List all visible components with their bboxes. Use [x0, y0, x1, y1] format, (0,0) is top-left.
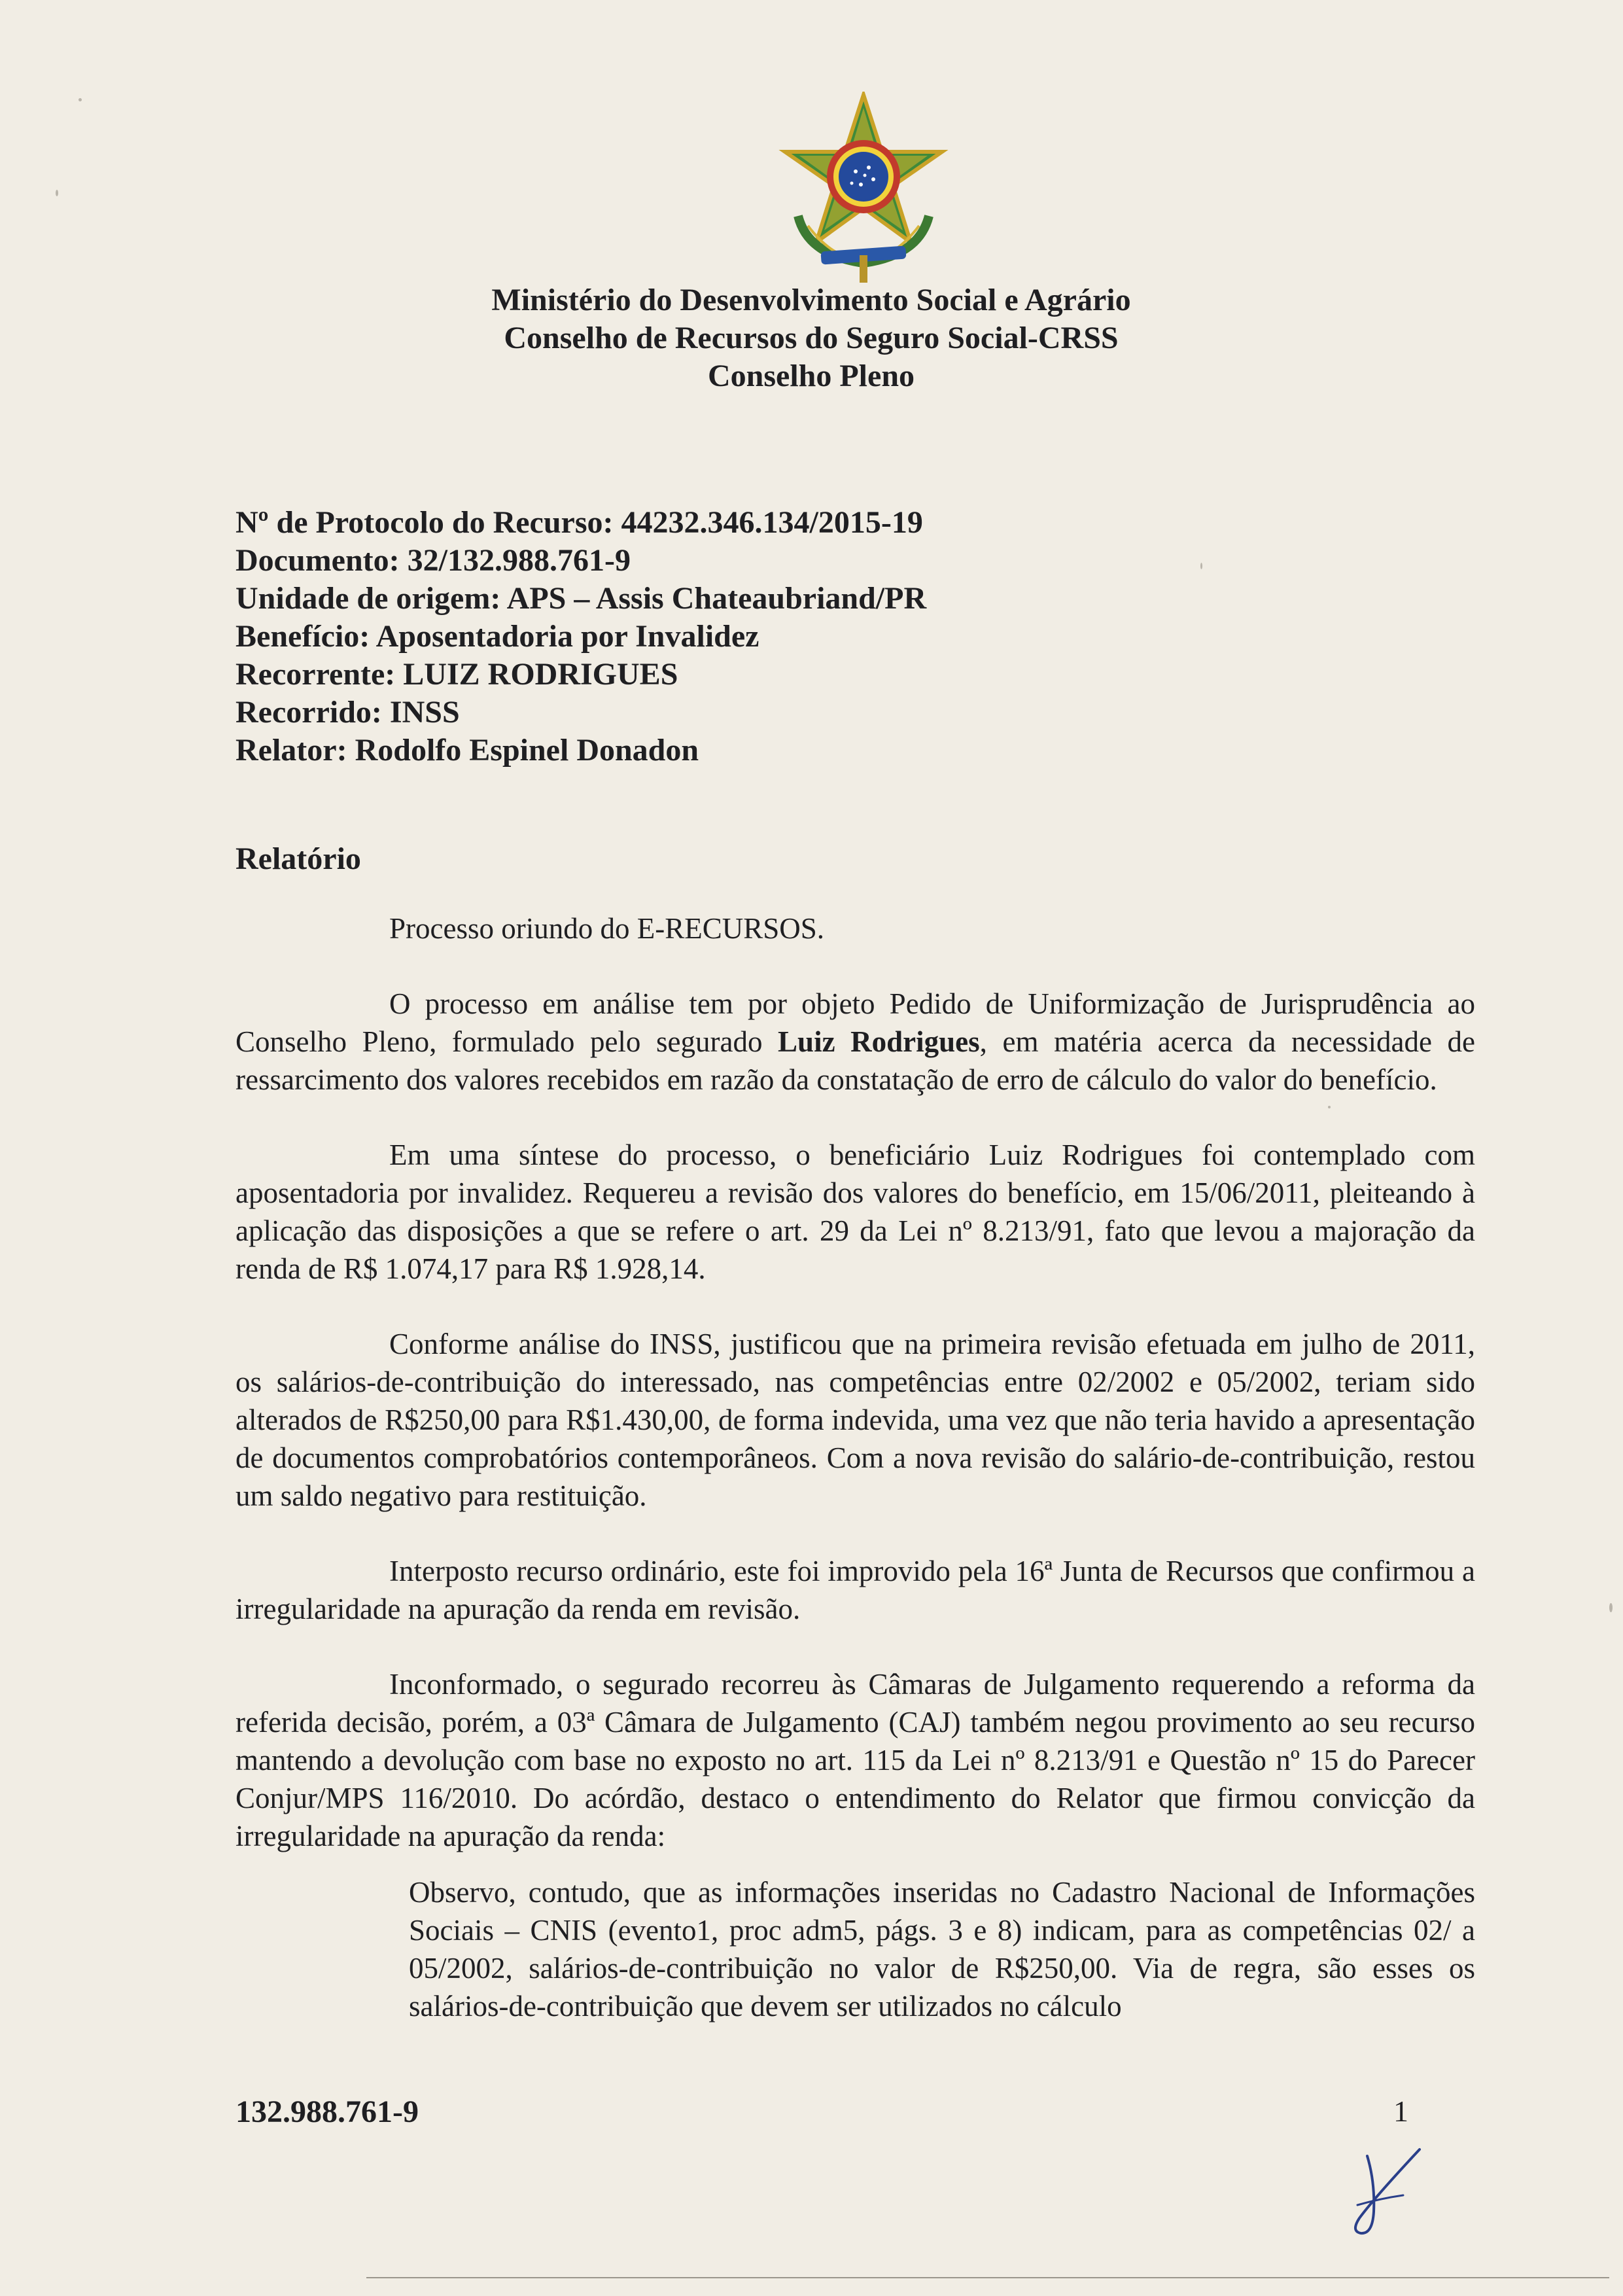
benefit-type: Benefício: Aposentadoria por Invalidez: [236, 619, 759, 654]
signature-mark: [1341, 2143, 1426, 2241]
document-header: [196, 281, 1426, 395]
appellant: Recorrente: LUIZ RODRIGUES: [236, 657, 678, 692]
council-plenary: Conselho Pleno: [707, 359, 915, 393]
bottom-edge-line: [366, 2277, 1609, 2278]
sword-hilt: [860, 255, 867, 283]
ministry-name: Ministério do Desenvolvimento Social e Agrário: [491, 283, 1131, 317]
coat-of-arms-emblem: [769, 92, 958, 288]
paper-speck: [1609, 1603, 1613, 1612]
paper-speck: [56, 190, 58, 196]
page-number: 1: [1393, 2094, 1408, 2128]
report-body: [236, 910, 1475, 2025]
insured-name-bold: Luiz Rodrigues: [778, 1025, 980, 1058]
quoted-excerpt: Observo, contudo, que as informações inseridas no Cadastro Nacional de Informações Sociais – CNIS (evento1, proc adm5, págs. 3 e 8) indicam, para as competências 02/ a 05/2002, salários-de-contribuição no valor de R$250,00. Via de regra, são esses os salários-de-contribuição que devem ser utilizados no cálculo: [409, 1876, 1475, 2022]
appellee: Recorrido: INSS: [236, 695, 460, 730]
case-info-block: [236, 504, 1348, 769]
protocol-number: Nº de Protocolo do Recurso: 44232.346.134/2015-19: [236, 505, 923, 540]
paper-speck: [79, 98, 82, 101]
paragraph-object-text-c: , em matéria acerca da necessidade de ressarcimento dos valores recebidos em razão da constatação de erro de cálculo do valor do benefício.: [236, 1025, 1476, 1096]
paragraph-inss-analysis: Conforme análise do INSS, justificou que na primeira revisão efetuada em julho de 2011, os salários-de-contribuição do interessado, nas competências entre 02/2002 e 05/2002, teriam sido alterados de R$250,00 para R$1.430,00, de forma indevida, uma vez que não teria havido a apresentação de documentos comprobatórios contemporâneos. Com a nova revisão do salário-de-contribuição, restou um saldo negativo para restituição.: [236, 1328, 1475, 1512]
paragraph-synthesis: Em uma síntese do processo, o beneficiário Luiz Rodrigues foi contemplado com aposentadoria por invalidez. Requereu a revisão dos valores do benefício, em 15/06/2011, pleiteando à aplicação das disposições a que se refere o art. 29 da Lei nº 8.213/91, fato que levou a majoração da renda de R$ 1.074,17 para R$ 1.928,14.: [236, 1139, 1475, 1285]
paragraph-origin: Processo oriundo do E-RECURSOS.: [389, 912, 825, 945]
section-title: Relatório: [236, 841, 361, 876]
rapporteur: Relator: Rodolfo Espinel Donadon: [236, 733, 699, 768]
origin-unit: Unidade de origem: APS – Assis Chateaubriand/PR: [236, 581, 927, 616]
paragraph-object-text-a: O processo em análise tem por objeto Pedido de Uniformização de Jurisprudência ao Conselho Pleno, formulado pelo segurado: [236, 987, 1475, 1058]
star-rays: [785, 95, 942, 242]
council-name: Conselho de Recursos do Seguro Social-CRSS: [504, 321, 1119, 355]
paragraph-chamber-appeal: Inconformado, o segurado recorreu às Câmaras de Julgamento requerendo a reforma da referida decisão, porém, a 03ª Câmara de Julgamento (CAJ) também negou provimento ao seu recurso mantendo a devolução com base no exposto no art. 115 da Lei nº 8.213/91 e Questão nº 15 do Parecer Conjur/MPS 116/2010. Do acórdão, destaco o entendimento do Relator que firmou convicção da irregularidade na apuração da renda:: [236, 1668, 1475, 1852]
document-number: Documento: 32/132.988.761-9: [236, 543, 631, 578]
footer-document-number: 132.988.761-9: [236, 2094, 419, 2129]
paragraph-ordinary-appeal: Interposto recurso ordinário, este foi improvido pela 16ª Junta de Recursos que confirmou a irregularidade na apuração da renda em revisão.: [236, 1555, 1475, 1625]
paragraph-object: [236, 985, 1475, 1099]
